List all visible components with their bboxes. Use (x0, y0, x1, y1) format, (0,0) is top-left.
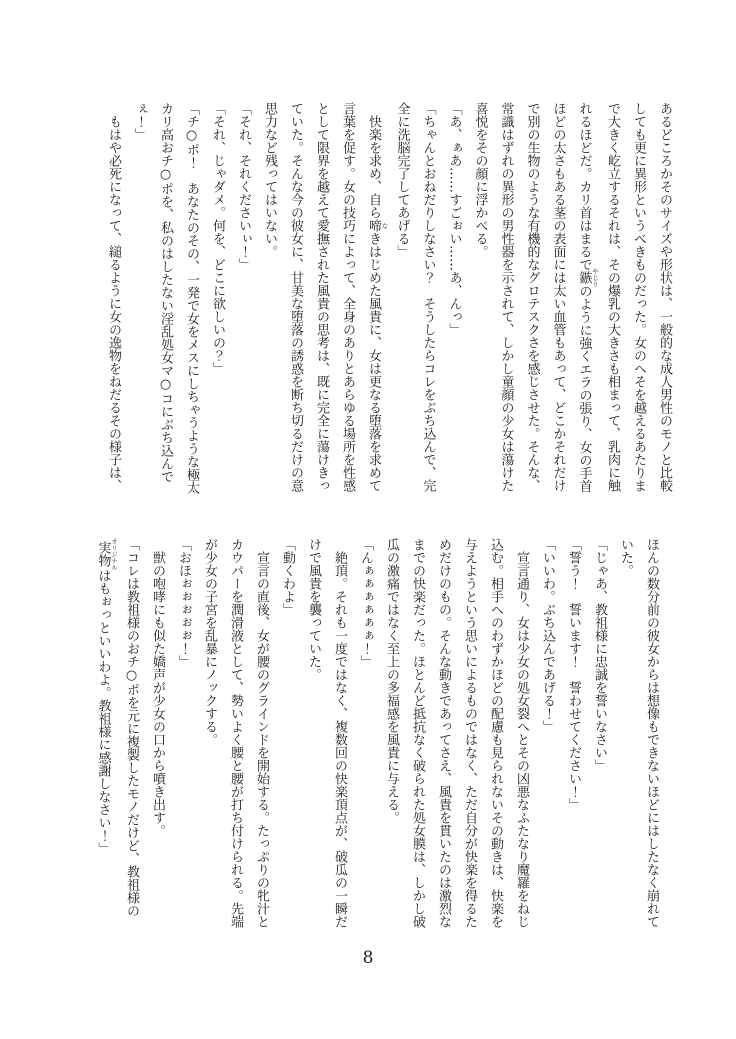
text-column: ぇ！」 (132, 102, 147, 141)
text-column: あるどころかそのサイズや形状は、一般的な成人男性のモノと比較 (657, 102, 672, 492)
text-column: 獣の咆哮にも似た嬌声が少女の口から噴き出す。 (150, 551, 165, 837)
text-column: 宣言の直後、女が腰のグラインドを開始する。たっぷりの牝汁と (254, 551, 269, 928)
text-column: けで風貴を襲っていた。 (306, 538, 321, 681)
text-column: で別の生物のような有機的なグロテスクさを感じさせた。そんな、 (524, 102, 540, 492)
text-column: 「んぁぁぁぁぁぁ！」 (358, 538, 373, 668)
text-column: 絶頂。それも一度ではなく、複数回の快楽頂点が、破瓜の一瞬だ (332, 551, 347, 928)
text-column: 快楽を求め、自ら啼 なきはじめた風貴に、女は更なる堕落を求めて (366, 115, 389, 492)
text-column: 与えようという思いによるものではなく、ただ自分が快楽を得るた (462, 538, 477, 928)
text-column: れるほどだ。カリ首はまるで鏃 やじりのように強くエラの張り、女の手首 (576, 102, 599, 493)
text-column: 「じゃあ、教祖様に忠誠を誓いなさい」 (592, 538, 607, 772)
text-column: 喜悦をその顔に浮かべる。 (472, 102, 488, 258)
text-column: 「コレは教祖様のおチ○ポを元に複製したモノだけど、教祖様の (124, 538, 139, 917)
text-column: として限界を越えて愛撫された風貴の思考は、既に完全に蕩けきっ (314, 102, 329, 492)
text-column: カウパーを潤滑液として、勢いよく腰と腰が打ち付けられる。先端 (228, 538, 243, 928)
text-column: ほんの数分前の彼女からは想像もできないほどにはしたなく崩れて (644, 538, 659, 928)
text-column: 「動くわよ」 (280, 538, 295, 616)
text-block-top (100, 102, 677, 502)
text-column: 込む。相手へのわずかほどの配慮も見られないその動きは、快楽を (488, 538, 503, 928)
text-column: 瓜の激痛ではなく至上の多福感を風貴に与える。 (384, 538, 399, 824)
text-column: 「いいわ。ぶち込んであげる！」 (540, 538, 555, 733)
page-number: 8 (362, 948, 374, 968)
text-column: 常識はずれの異形の男性器を示されて、しかし童顔の少女は蕩けた (498, 102, 514, 492)
text-column: 思力など残ってはいない。 (262, 102, 277, 258)
text-column: 「ちゃんとおねだりしなさい？ そうしたらコレをぶち込んで、完 (420, 102, 436, 492)
text-column: 「おほぉぉぉぉぉ！」 (176, 538, 191, 668)
text-column: が少女の子宮を乱暴にノックする。 (202, 538, 217, 746)
text-column: もはや必死になって、縋るように女の逸物をねだるその様子は、 (106, 115, 121, 492)
text-column: 「あ、ぁあ……すごぉい……あ、んっ」 (446, 102, 462, 336)
text-column: 実物 オリジナルはもぉっといいわよ。教祖様に感謝しなさい！」 (95, 538, 118, 855)
text-column: 「チ○ポ！ あなたのその、一発で女をメスにしちゃうような極太 (184, 102, 199, 494)
text-column: 宣言通り、女は少女の処女裂へとその凶悪なふたなり魔羅をねじ (514, 551, 529, 928)
text-column: 「それ、それくださいぃ！」 (236, 102, 251, 271)
text-column: カリ高おチ○ポを、私のはしたない淫乱処女マ○コにぶち込んで (158, 102, 173, 483)
text-column: 全に洗脳完了してあげる」 (394, 102, 410, 258)
text-column: 「誓う！ 誓います！ 誓わせてください！」 (566, 538, 581, 811)
text-column: ていた。そんな今の彼女に、甘美な堕落の誘惑を断ち切るだけの意 (288, 102, 303, 492)
text-column: めだけのもの。そんな動きであってさえ、風貴を貫いたのは激烈な (436, 538, 451, 928)
text-column: 「それ、じゃダメ。何を、どこに欲しいの？」 (210, 102, 225, 375)
text-column: ほどの太さもある茎の表面には太い血管もあって、どこかそれだけ (550, 102, 566, 492)
text-column: しても更に異形というべきものだった。女のへそを越えるあたりま (631, 102, 646, 492)
text-column: までの快楽だった。ほとんど抵抗なく破られた処女膜は、しかし破 (410, 538, 425, 928)
text-column: 言葉を促す。女の技巧によって、全身のありとあらゆる場所を性感 (340, 102, 355, 492)
text-block-bottom (90, 538, 665, 938)
text-column: いた。 (618, 538, 633, 577)
text-column: で大きく屹立するそれは、その爆乳の大きさも相まって、乳肉に触 (605, 102, 620, 492)
